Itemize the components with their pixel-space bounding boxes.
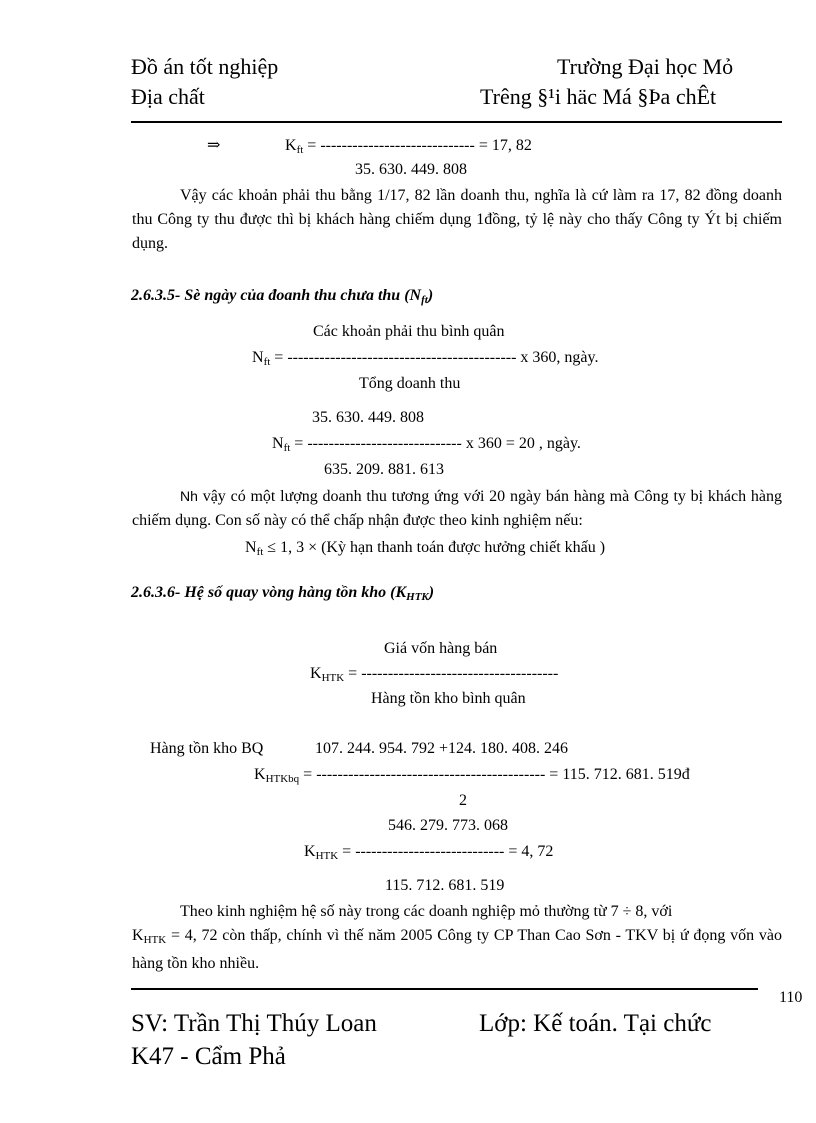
paragraph-khtk-interpretation-rest: $K_{HTK} = 4$, 72 còn thấp, chính vì thế năm 2005 Công ty CP Than Cao Sơn - TKV bị ứ đọng vốn vào hàng tồn kho nhiều. [132,927,783,972]
footer-student: SV: Trần Thị Thúy Loan [131,1010,377,1037]
kft-formula-line: $K_{ft}$ = ----------------------------- = 17, 82 [285,137,532,156]
page-number: 110 [779,989,803,1006]
header-left-line2: Địa chất [131,84,205,109]
header-right-line1: Trường Đại học Mỏ [557,54,734,79]
khtk-formula-denominator: Hàng tồn kho bình quân [371,690,526,707]
htk-bq-line: $K_{HTKbq}$ = ------------------------------------------- = 115. 712. 681. 519đ [254,766,690,785]
htk-bq-numerator: 107. 244. 954. 792 +124. 180. 408. 246 [315,740,569,757]
htk-bq-label: Hàng tồn kho BQ [150,740,264,757]
htk-bq-denominator: 2 [459,792,467,809]
nft-calc-denominator: 635. 209. 881. 613 [324,461,444,478]
footer-rule [131,988,758,990]
kft-denominator: 35. 630. 449. 808 [355,161,467,178]
nft-formula-line: $N_{ft}$ = ------------------------------------------- x 360, ngày. [252,349,599,368]
paragraph-khtk-interpretation-line1: Theo kinh nghiệm hệ số này trong các doanh nghiệp mỏ thường từ 7 ÷ 8, với [180,903,673,920]
section-heading-2636: 2.6.3.6- Hệ số quay vòng hàng tồn kho $(K_{HTK})$ [131,584,435,603]
header-right-line2: Trêng §¹i häc Má §Þa chÊt [480,84,717,109]
khtk-formula-line: $K_{HTK}$ = ------------------------------------- [310,665,559,684]
nft-condition: $N_{ft} \le 1$, 3 × (Kỳ hạn thanh toán được hưởng chiết khấu ) [245,539,606,558]
header-rule [131,121,782,123]
khtk-calc-denominator: 115. 712. 681. 519 [385,877,505,894]
nft-calc-line: $N_{ft}$ = ----------------------------- x 360 = 20 , ngày. [272,435,581,454]
nft-formula-numerator: Các khoản phải thu bình quân [313,323,505,340]
header-left-line1: Đồ án tốt nghiệp [131,54,279,79]
khtk-formula-numerator: Giá vốn hàng bán [384,640,498,657]
nft-calc-numerator: 35. 630. 449. 808 [312,409,424,426]
footer-class: Lớp: Kế toán. Tại chức [479,1010,712,1037]
paragraph-nft-interpretation: Nh vậy có một lượng doanh thu tương ứng với 20 ngày bán hàng mà Công ty bị khách hàng chiếm dụng. Con số này có thể chấp nhận được theo kinh nghiệm nếu: [132,488,783,529]
paragraph-receivables-ratio: Vậy các khoản phải thu bằng 1/17, 82 lần doanh thu, nghĩa là cứ làm ra 17, 82 đồng doanh thu Công ty thu được thì bị khách hàng chiếm dụng 1đồng, tỷ lệ này cho thấy Công ty Ýt bị chiếm dụng. [132,187,782,252]
section-heading-2635: 2.6.3.5- Sè ngày của đoanh thu chưa thu $(N_{ft})$ [131,287,434,306]
nft-formula-denominator: Tổng doanh thu [359,375,461,392]
implies-arrow: ⇒ [207,137,221,154]
khtk-calc-line: $K_{HTK}$ = ---------------------------- = 4, 72 [304,843,554,862]
khtk-calc-numerator: 546. 279. 773. 068 [388,817,508,834]
footer-cohort: K47 - Cẩm Phả [131,1043,286,1070]
